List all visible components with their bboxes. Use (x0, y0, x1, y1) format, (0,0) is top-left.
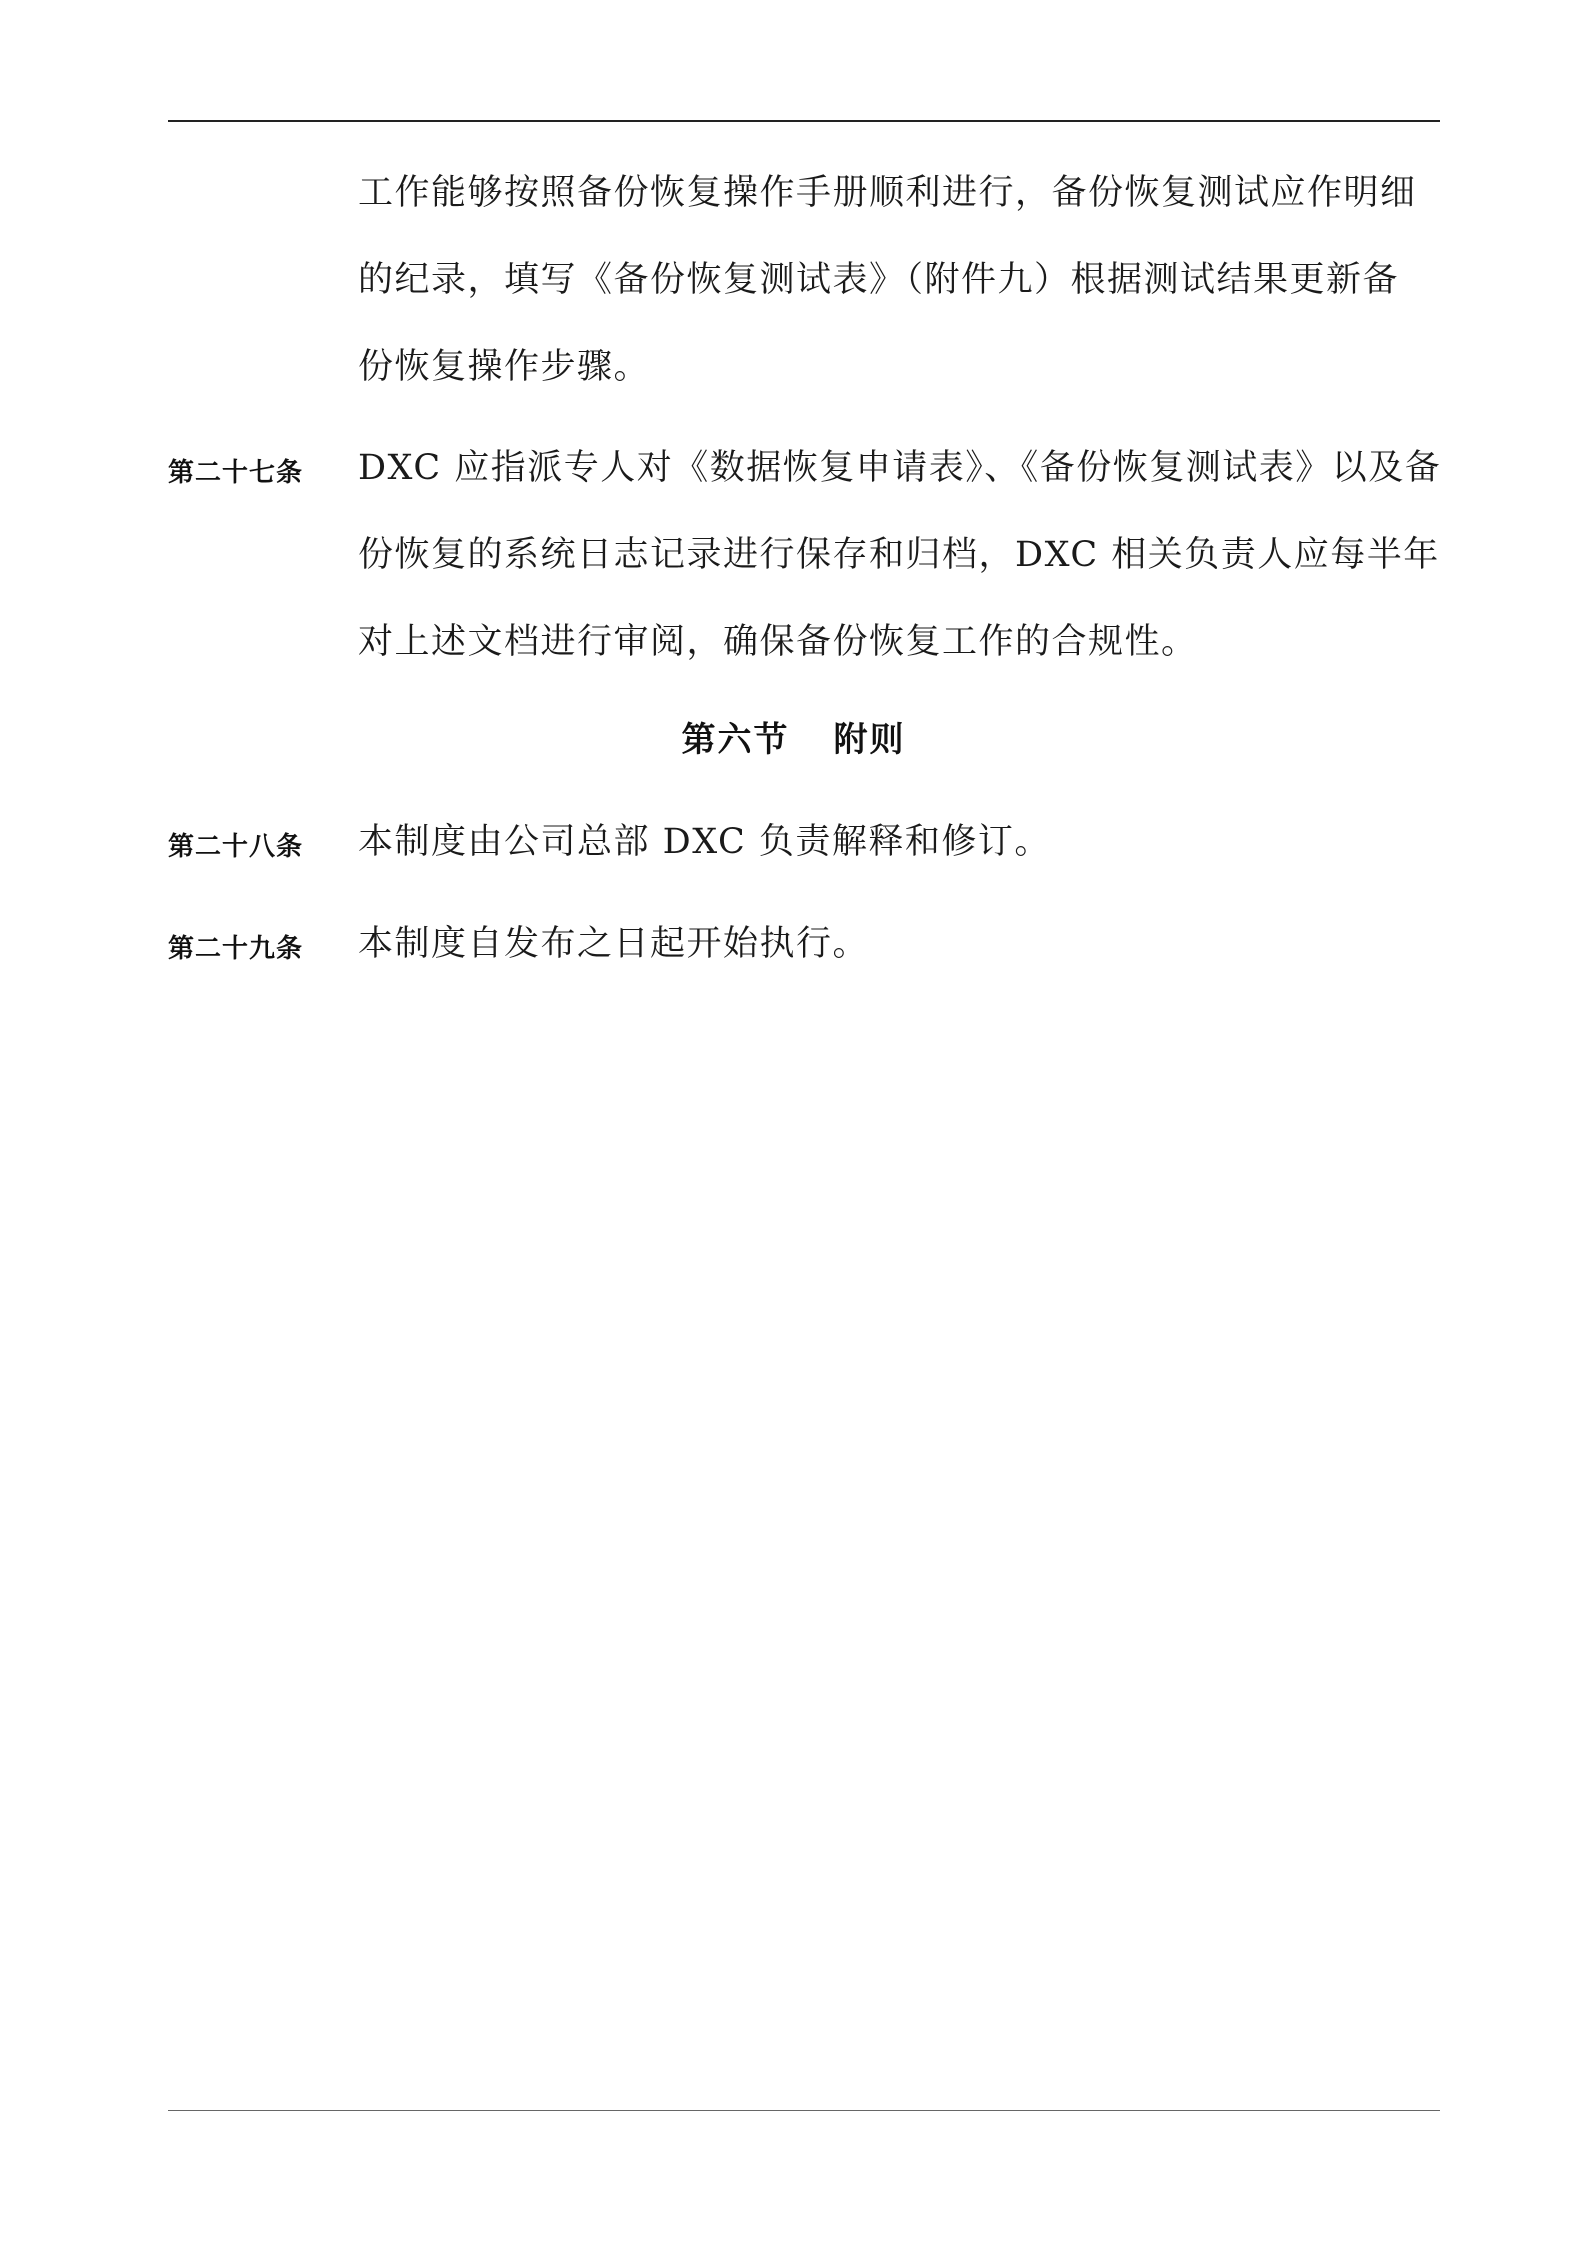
header-rule (168, 120, 1440, 122)
section-heading (0, 712, 1587, 761)
continuation-paragraph (358, 150, 1440, 411)
article-28-paragraph (358, 799, 1440, 886)
paragraph-line: 份恢复操作步骤。 (358, 347, 651, 387)
article-29-number: 第二十九条 (168, 934, 304, 964)
section-title: 附则 (833, 720, 906, 760)
paragraph-line: 的纪录，填写《备份恢复测试表》（附件九）根据测试结果更新备 (358, 260, 1400, 300)
footer-rule (168, 2110, 1440, 2111)
article-29-paragraph (358, 901, 1440, 988)
paragraph-line: 本制度自发布之日起开始执行。 (358, 924, 870, 964)
paragraph-line: 本制度由公司总部 DXC 负责解释和修订。 (358, 822, 1051, 862)
article-28-number: 第二十八条 (168, 832, 304, 862)
article-27-number: 第二十七条 (168, 458, 304, 488)
paragraph-line: 份恢复的系统日志记录进行保存和归档，DXC 相关负责人应每半年 (358, 535, 1440, 575)
paragraph-line: DXC 应指派专人对《数据恢复申请表》、《备份恢复测试表》以及备 (358, 448, 1442, 488)
paragraph-line: 对上述文档进行审阅，确保备份恢复工作的合规性。 (358, 622, 1198, 662)
article-27-paragraph (358, 425, 1440, 686)
paragraph-line: 工作能够按照备份恢复操作手册顺利进行，备份恢复测试应作明细 (358, 173, 1417, 213)
section-number: 第六节 (681, 720, 790, 760)
